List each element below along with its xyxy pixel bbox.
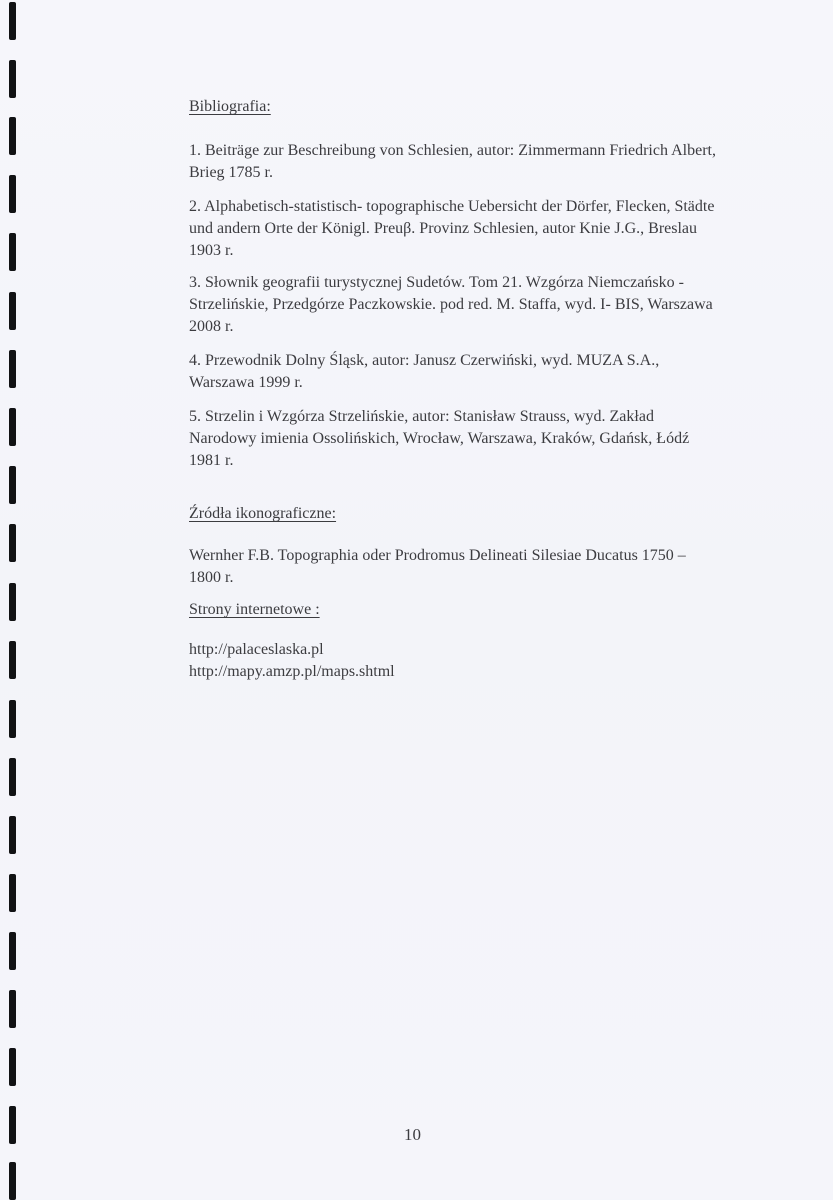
entry-line: und andern Orte der Königl. Preuβ. Provinz Schlesien, autor Knie J.G., Breslau [189,220,698,237]
entry-line: Strzelińskie, Przedgórze Paczkowskie. pod red. M. Staffa, wyd. I- BIS, Warszawa [189,296,713,313]
binding-hole [9,700,16,738]
binding-hole [9,233,16,271]
binding-hole [9,1106,16,1144]
bibliography-entry [189,406,745,472]
entry-line: 5. Strzelin i Wzgórza Strzelińskie, autor: Stanisław Strauss, wyd. Zakład [189,408,654,425]
binding-hole [9,583,16,621]
entry-line: Narodowy imienia Ossolińskich, Wrocław, Warszawa, Kraków, Gdańsk, Łódź [189,430,690,447]
websites-heading: Strony internetowe : [189,601,320,618]
entry-line: 2. Alphabetisch-statistisch- topographische Uebersicht der Dörfer, Flecken, Städte [189,198,715,215]
binding-hole [9,1048,16,1086]
websites-list [189,639,745,683]
iconographic-sources-heading: Źródła ikonograficzne: [189,505,337,522]
bibliography-heading: Bibliografia: [189,98,271,115]
website-link[interactable]: http://mapy.amzp.pl/maps.shtml [189,663,395,680]
bibliography-entry [189,196,745,262]
page-number: 10 [404,1125,421,1144]
iconographic-source-entry [189,545,745,589]
binding-hole [9,874,16,912]
binding-hole [9,2,16,40]
bibliography-entry [189,140,745,184]
binding-hole [9,60,16,98]
entry-line: 3. Słownik geografii turystycznej Sudetów. Tom 21. Wzgórza Niemczańsko - [189,274,684,291]
entry-line: Wernher F.B. Topographia oder Prodromus Delineati Silesiae Ducatus 1750 – [189,547,686,564]
entry-line: 2008 r. [189,318,234,335]
binding-hole [9,117,16,155]
entry-line: 1800 r. [189,569,234,586]
binding-hole [9,990,16,1028]
binding-hole [9,641,16,679]
binding-hole [9,408,16,446]
binding-hole [9,932,16,970]
binding-hole [9,466,16,504]
binding-hole [9,816,16,854]
entry-line: 1. Beiträge zur Beschreibung von Schlesien, autor: Zimmermann Friedrich Albert, [189,142,716,159]
binding-hole [9,292,16,330]
entry-line: Warszawa 1999 r. [189,374,303,391]
website-link[interactable]: http://palaceslaska.pl [189,641,324,658]
binding-hole [9,175,16,213]
binding-hole [9,350,16,388]
binding-hole [9,1162,16,1200]
entry-line: 4. Przewodnik Dolny Śląsk, autor: Janusz Czerwiński, wyd. MUZA S.A., [189,352,660,369]
entry-line: Brieg 1785 r. [189,164,273,181]
binding-hole [9,758,16,796]
entry-line: 1903 r. [189,242,234,259]
bibliography-entry [189,350,745,394]
entry-line: 1981 r. [189,452,234,469]
binding-hole [9,524,16,562]
binding-strip [0,0,20,1199]
bibliography-entry [189,272,745,338]
